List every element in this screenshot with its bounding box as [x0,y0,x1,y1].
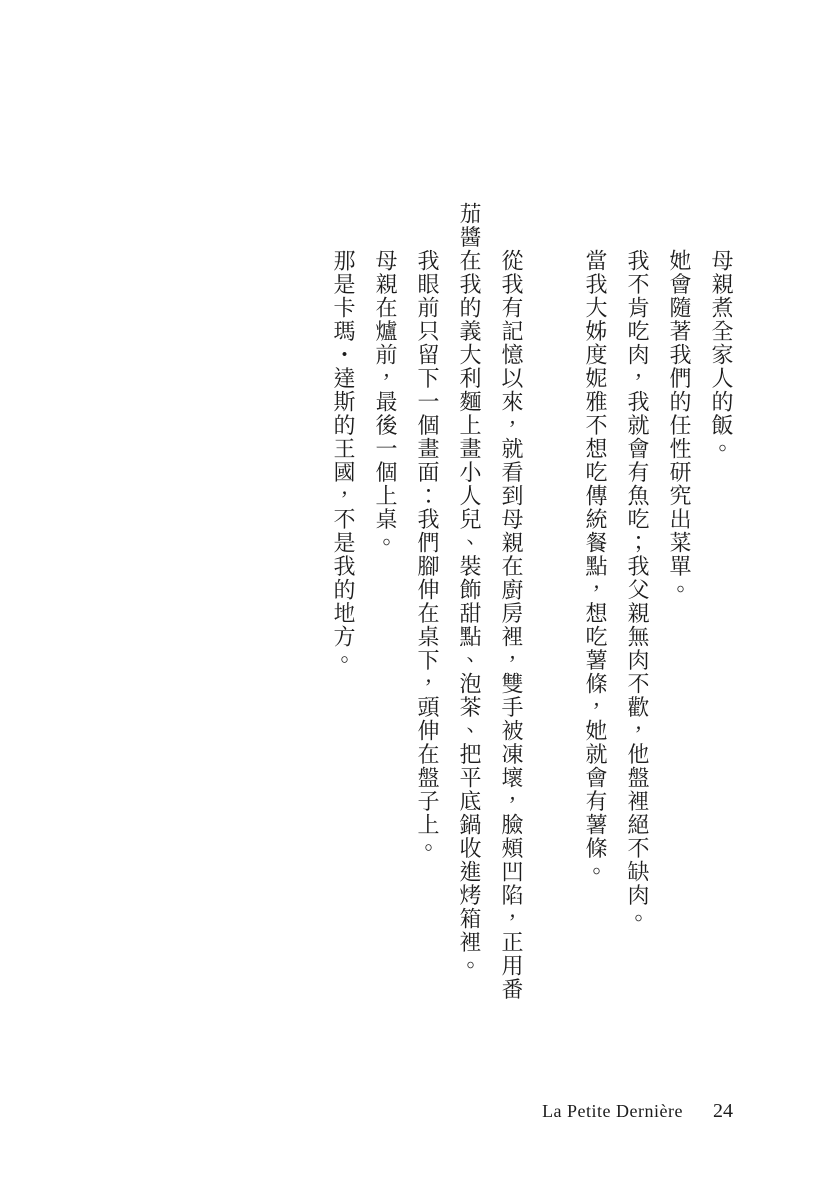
paragraph: 母親煮全家人的飯。 [709,249,734,461]
running-title: La Petite Dernière [542,1101,683,1121]
page-footer [542,1100,733,1123]
page-number: 24 [713,1100,733,1122]
body-text [322,202,742,1010]
paragraph: 那是卡瑪・達斯的王國，不是我的地方。 [331,249,356,672]
paragraph: 我眼前只留下一個畫面：我們腳伸在桌下，頭伸在盤子上。 [415,249,440,860]
paragraph: 當我大姊度妮雅不想吃傳統餐點，想吃薯條，她就會有薯條。 [583,249,608,884]
paragraph: 我不肯吃肉，我就會有魚吃；我父親無肉不歡，他盤裡絕不缺肉。 [625,249,650,931]
paragraph: 她會隨著我們的任性研究出菜單。 [667,249,692,602]
paragraph: 從我有記憶以來，就看到母親在廚房裡，雙手被凍壞，臉頰凹陷，正用番茄醬在我的義大利麵上畫小人兒、裝飾甜點、泡茶、把平底鍋收進烤箱裡。 [457,202,524,1001]
paragraph: 母親在爐前，最後一個上桌。 [373,249,398,555]
